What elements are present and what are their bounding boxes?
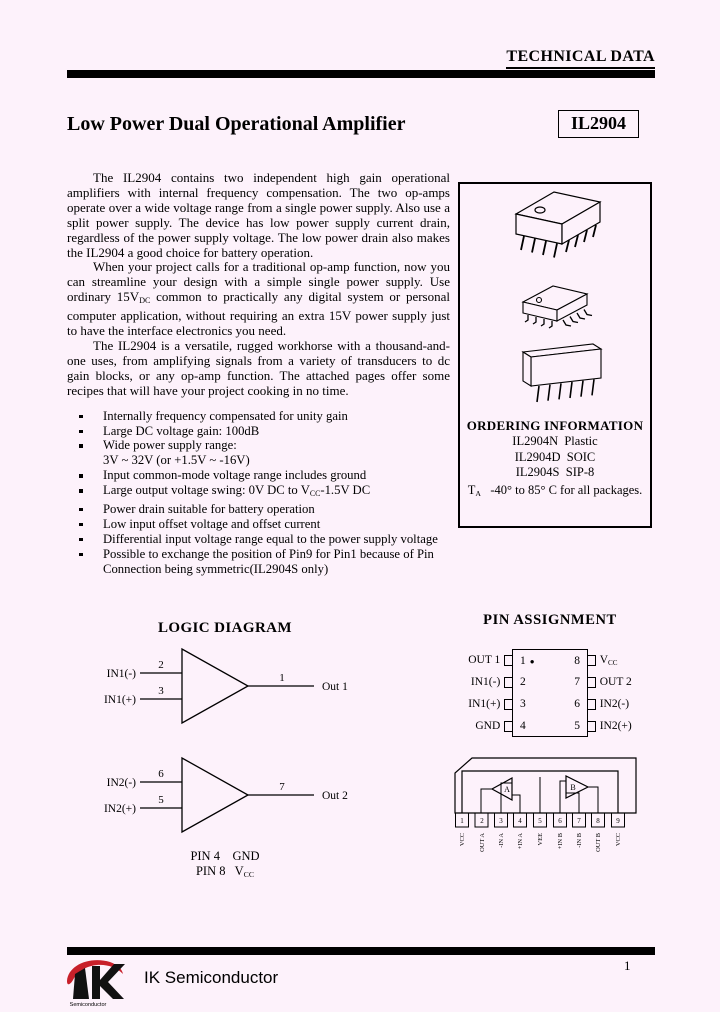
ta-subscript: A <box>475 488 481 498</box>
sip8-package-drawing <box>495 336 615 406</box>
package-ordering-box <box>458 182 652 528</box>
amp2-noninverting-input-label: IN2(+) <box>103 803 136 815</box>
dip-pin-row <box>446 693 653 715</box>
footer <box>62 953 655 1009</box>
pin-assignment-title: PIN ASSIGNMENT <box>483 612 617 628</box>
pin-number: 5 <box>574 719 580 732</box>
sip-pin-label: VCC <box>615 833 622 847</box>
pin-label: $V_{CC}$ <box>599 653 618 667</box>
amp2-inverting-pin-number: 6 <box>158 768 164 780</box>
amp1-inverting-pin-number: 2 <box>158 659 164 671</box>
feature-item <box>78 409 450 424</box>
part-number-badge: IL2904 <box>558 110 639 138</box>
sip-pin-label: OUT A <box>479 833 486 852</box>
amp2-output-label: Out 2 <box>322 790 348 802</box>
pin8-note <box>70 864 380 882</box>
feature-text-cont: -1.5V DC <box>320 483 371 498</box>
intro-column <box>67 171 450 577</box>
feature-text-cont: 3V ~ 32V (or +1.5V ~ -16V) <box>103 453 250 468</box>
sip-pin-label: -IN A <box>498 833 505 848</box>
ik-semiconductor-logo <box>62 953 138 1009</box>
page-number: 1 <box>624 958 631 973</box>
sip-pin-number: 3 <box>499 817 503 825</box>
opamp1-diagram <box>82 643 367 729</box>
feature-item <box>78 483 450 502</box>
amp1-output-pin-number: 1 <box>279 672 285 684</box>
amp1-output-label: Out 1 <box>322 681 348 693</box>
pin-number: 3 <box>520 698 526 710</box>
feature-text: Differential input voltage range equal to the power supply voltage <box>103 531 438 546</box>
sip-pin-number: 2 <box>480 817 484 825</box>
amp2-noninverting-pin-number: 5 <box>158 794 164 806</box>
dip-pin-row <box>446 715 653 737</box>
dip-body-row <box>512 671 588 693</box>
pin-number: 1 ● <box>520 654 535 667</box>
pin1-marker-dot: ● <box>529 656 535 666</box>
intro-paragraph-3: The IL2904 is a versatile, rugged workhorse with a thousand-and-one uses, from amplifying signals from a variety of transducers to dc gain blocks, or any op-amp function. The attached pages offer some recipes that will have your project cooking in no time. <box>67 337 450 398</box>
intro-paragraph-2-text-cont: common to practically any digital system or personal computer application, without requiring an extra 15V power supply just to have the interface electronics you need. <box>67 289 450 339</box>
header-rule <box>67 70 655 78</box>
technical-data-label: TECHNICAL DATA <box>506 48 655 69</box>
dip-body-row <box>512 693 588 715</box>
pin-label: IN2(-) <box>599 698 630 710</box>
feature-text: Possible to exchange the position of Pin9 for Pin1 because of Pin Connection being symmetric(IL2904S only) <box>103 546 434 576</box>
sip-pin-label: -IN B <box>576 833 583 848</box>
logic-diagram-section <box>70 620 380 882</box>
pin-assignment-section <box>440 612 660 866</box>
dip8-package-drawing <box>494 184 616 266</box>
pin-stub <box>587 721 596 732</box>
pin4-note: PIN 4 GND <box>190 849 260 863</box>
ordering-row: IL2904D SOIC <box>514 449 596 464</box>
brand-name: IK Semiconductor <box>144 968 279 987</box>
intro-paragraph-2 <box>67 260 450 339</box>
ta-symbol: T <box>467 482 476 497</box>
amp1-inverting-input-label: IN1(-) <box>106 668 136 680</box>
pin-number: 6 <box>574 698 580 710</box>
pin-label: OUT 1 <box>468 654 501 666</box>
feature-text: Low input offset voltage and offset current <box>103 516 321 531</box>
sip-amp-a-letter: A <box>504 785 510 794</box>
pin-stub <box>587 699 596 710</box>
pin-stub <box>587 677 596 688</box>
sip-pin-number: 6 <box>558 817 562 825</box>
vcc-subscript: CC <box>243 869 255 879</box>
sip-pin-label: +IN A <box>517 833 524 850</box>
pin-label: GND <box>475 720 501 732</box>
dc-subscript: DC <box>139 296 151 306</box>
temperature-range-text: -40° to 85° C for all packages. <box>480 482 643 497</box>
pin-number: 2 <box>520 676 526 688</box>
pin-stub <box>587 655 596 666</box>
feature-item <box>78 424 450 439</box>
sip-pin-label: VCC <box>459 833 466 847</box>
pin-number: 8 <box>574 654 580 667</box>
feature-item <box>78 438 450 468</box>
feature-text: Power drain suitable for battery operation <box>103 501 315 516</box>
soic8-package-drawing <box>507 276 603 330</box>
sip-pin-label: OUT B <box>595 833 602 852</box>
dip8-pinout-diagram <box>440 649 660 737</box>
opamp2-diagram <box>82 752 367 838</box>
ordering-row: IL2904N Plastic <box>512 434 598 448</box>
sip-pin-number: 7 <box>577 817 581 825</box>
feature-item <box>78 547 450 577</box>
vcc-subscript: CC <box>309 489 321 499</box>
sip-pin-number: 1 <box>460 817 464 825</box>
feature-item <box>78 468 450 483</box>
intro-paragraph-2-text: When your project calls for a traditional op-amp function, now you can streamline your design with a simple single power supply. Use ordinary 15V <box>67 259 450 305</box>
dip-pin-row <box>446 671 653 693</box>
feature-text: Input common-mode voltage range includes ground <box>103 468 367 483</box>
sip-pin-label: +IN B <box>557 833 564 850</box>
logic-diagram-notes <box>70 849 380 882</box>
feature-text: Internally frequency compensated for unity gain <box>103 408 348 423</box>
pin-label: IN1(-) <box>470 676 501 688</box>
pin8-note-text: PIN 8 V <box>195 864 244 878</box>
pin-number: 7 <box>574 676 580 688</box>
sip-pin-number: 9 <box>616 817 620 825</box>
pin-label: IN1(+) <box>468 698 501 710</box>
sip-pin-number: 5 <box>538 817 542 825</box>
amp1-noninverting-pin-number: 3 <box>158 685 164 697</box>
feature-text: Large DC voltage gain: 100dB <box>103 423 260 438</box>
feature-item <box>78 532 450 547</box>
feature-text: Large output voltage swing: 0V DC to V <box>103 483 310 498</box>
pin-number: 4 <box>520 719 526 732</box>
pin-label: OUT 2 <box>599 676 632 688</box>
feature-item <box>78 517 450 532</box>
ordering-heading: ORDERING INFORMATION <box>466 418 644 433</box>
dip-body-row <box>512 649 588 671</box>
sip8-schematic-diagram <box>448 753 648 861</box>
sip-pin-label: VEE <box>537 833 544 846</box>
pin-label: IN2(+) <box>599 720 632 732</box>
title-row <box>67 110 655 138</box>
logo-caption: Semiconductor <box>69 1002 107 1008</box>
features-list <box>67 409 450 577</box>
page-title: Low Power Dual Operational Amplifier <box>67 112 406 135</box>
dip-body-row <box>512 715 588 737</box>
amp1-noninverting-input-label: IN1(+) <box>103 694 136 706</box>
sip-pin-number: 4 <box>518 817 522 825</box>
feature-item <box>78 502 450 517</box>
ordering-row: IL2904S SIP-8 <box>515 465 595 479</box>
ordering-temperature-note <box>468 483 643 498</box>
amp2-output-pin-number: 7 <box>279 781 285 793</box>
feature-text: Wide power supply range: <box>103 438 237 453</box>
dip-pin-row <box>446 649 653 671</box>
logic-diagram-title: LOGIC DIAGRAM <box>158 620 292 636</box>
sip-pin-number: 8 <box>596 817 600 825</box>
sip-amp-b-letter: B <box>570 783 576 792</box>
intro-paragraph-1: The IL2904 contains two independent high gain operational amplifiers with internal frequency compensation. The two op-amps operate over a wide voltage range from a single power supply. Also use a split power supply. The device has low power supply current drain, regardless of the power supply voltage. The low power drain also makes the IL2904 a good choice for battery operation. <box>67 170 450 260</box>
amp2-inverting-input-label: IN2(-) <box>106 777 136 789</box>
